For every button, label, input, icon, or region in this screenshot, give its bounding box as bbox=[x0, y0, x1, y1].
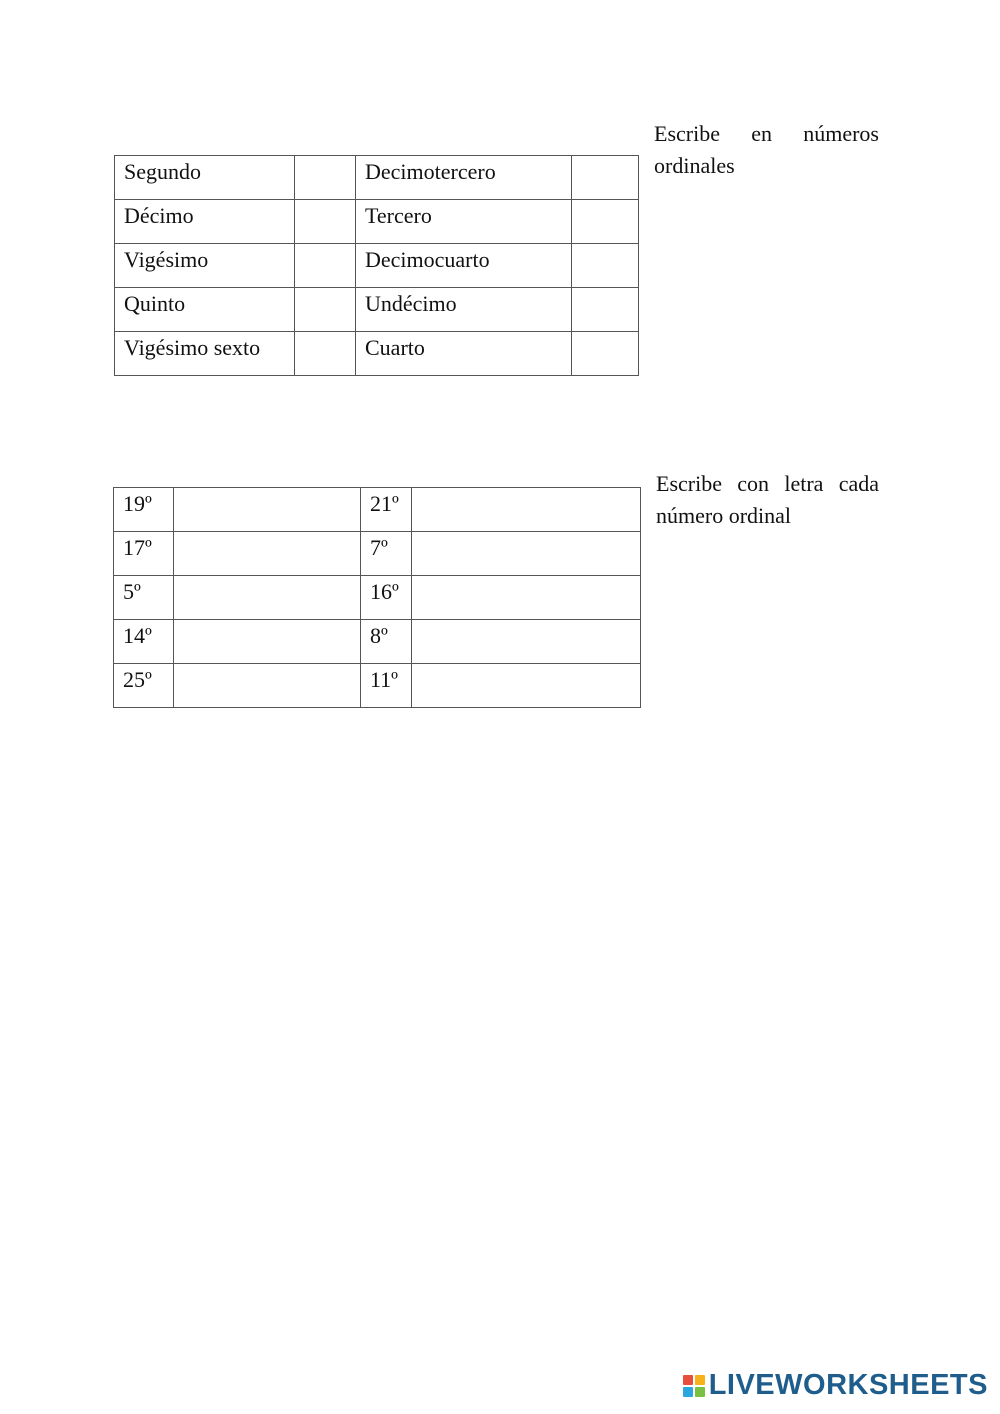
number-label: 5º bbox=[114, 576, 174, 620]
answer-field[interactable] bbox=[295, 200, 356, 244]
logo-square bbox=[695, 1387, 705, 1397]
table-row bbox=[114, 664, 641, 708]
word-label: Tercero bbox=[356, 200, 572, 244]
liveworksheets-logo bbox=[683, 1369, 988, 1402]
answer-field[interactable] bbox=[572, 200, 639, 244]
table-row bbox=[115, 156, 639, 200]
ordinal-numbers-table bbox=[113, 487, 641, 708]
answer-field[interactable] bbox=[174, 664, 361, 708]
table-row bbox=[114, 620, 641, 664]
word-label: Vigésimo sexto bbox=[115, 332, 295, 376]
answer-field[interactable] bbox=[572, 156, 639, 200]
number-label: 7º bbox=[361, 532, 412, 576]
answer-field[interactable] bbox=[295, 288, 356, 332]
answer-field[interactable] bbox=[572, 332, 639, 376]
answer-field[interactable] bbox=[174, 532, 361, 576]
answer-field[interactable] bbox=[412, 576, 641, 620]
table-row bbox=[115, 200, 639, 244]
answer-field[interactable] bbox=[412, 620, 641, 664]
table-row bbox=[115, 244, 639, 288]
word-label: Décimo bbox=[115, 200, 295, 244]
word-label: Vigésimo bbox=[115, 244, 295, 288]
answer-field[interactable] bbox=[295, 156, 356, 200]
instruction-line: Escribe en números bbox=[654, 121, 879, 146]
number-label: 11º bbox=[361, 664, 412, 708]
number-label: 21º bbox=[361, 488, 412, 532]
number-label: 17º bbox=[114, 532, 174, 576]
answer-field[interactable] bbox=[572, 244, 639, 288]
word-label: Cuarto bbox=[356, 332, 572, 376]
instruction-text bbox=[654, 118, 879, 182]
table-row bbox=[114, 532, 641, 576]
logo-square bbox=[683, 1387, 693, 1397]
number-label: 16º bbox=[361, 576, 412, 620]
answer-field[interactable] bbox=[412, 664, 641, 708]
word-label: Decimotercero bbox=[356, 156, 572, 200]
table-row bbox=[114, 488, 641, 532]
word-label: Quinto bbox=[115, 288, 295, 332]
table-row bbox=[115, 288, 639, 332]
instruction-line: Escribe con letra cada bbox=[656, 471, 879, 496]
table-row bbox=[115, 332, 639, 376]
answer-field[interactable] bbox=[295, 244, 356, 288]
number-label: 25º bbox=[114, 664, 174, 708]
word-label: Decimocuarto bbox=[356, 244, 572, 288]
number-label: 14º bbox=[114, 620, 174, 664]
answer-field[interactable] bbox=[295, 332, 356, 376]
answer-field[interactable] bbox=[174, 620, 361, 664]
logo-text: LIVEWORKSHEETS bbox=[708, 1369, 988, 1401]
answer-field[interactable] bbox=[412, 488, 641, 532]
number-label: 19º bbox=[114, 488, 174, 532]
instruction-text bbox=[656, 468, 879, 532]
answer-field[interactable] bbox=[174, 488, 361, 532]
ordinal-words-table bbox=[114, 155, 639, 376]
instruction-line: ordinales bbox=[654, 153, 735, 178]
logo-square bbox=[695, 1375, 705, 1385]
logo-mark-icon bbox=[683, 1375, 705, 1397]
instruction-line: número ordinal bbox=[656, 503, 792, 528]
table-row bbox=[114, 576, 641, 620]
word-label: Segundo bbox=[115, 156, 295, 200]
logo-square bbox=[683, 1375, 693, 1385]
number-label: 8º bbox=[361, 620, 412, 664]
answer-field[interactable] bbox=[572, 288, 639, 332]
answer-field[interactable] bbox=[174, 576, 361, 620]
answer-field[interactable] bbox=[412, 532, 641, 576]
word-label: Undécimo bbox=[356, 288, 572, 332]
